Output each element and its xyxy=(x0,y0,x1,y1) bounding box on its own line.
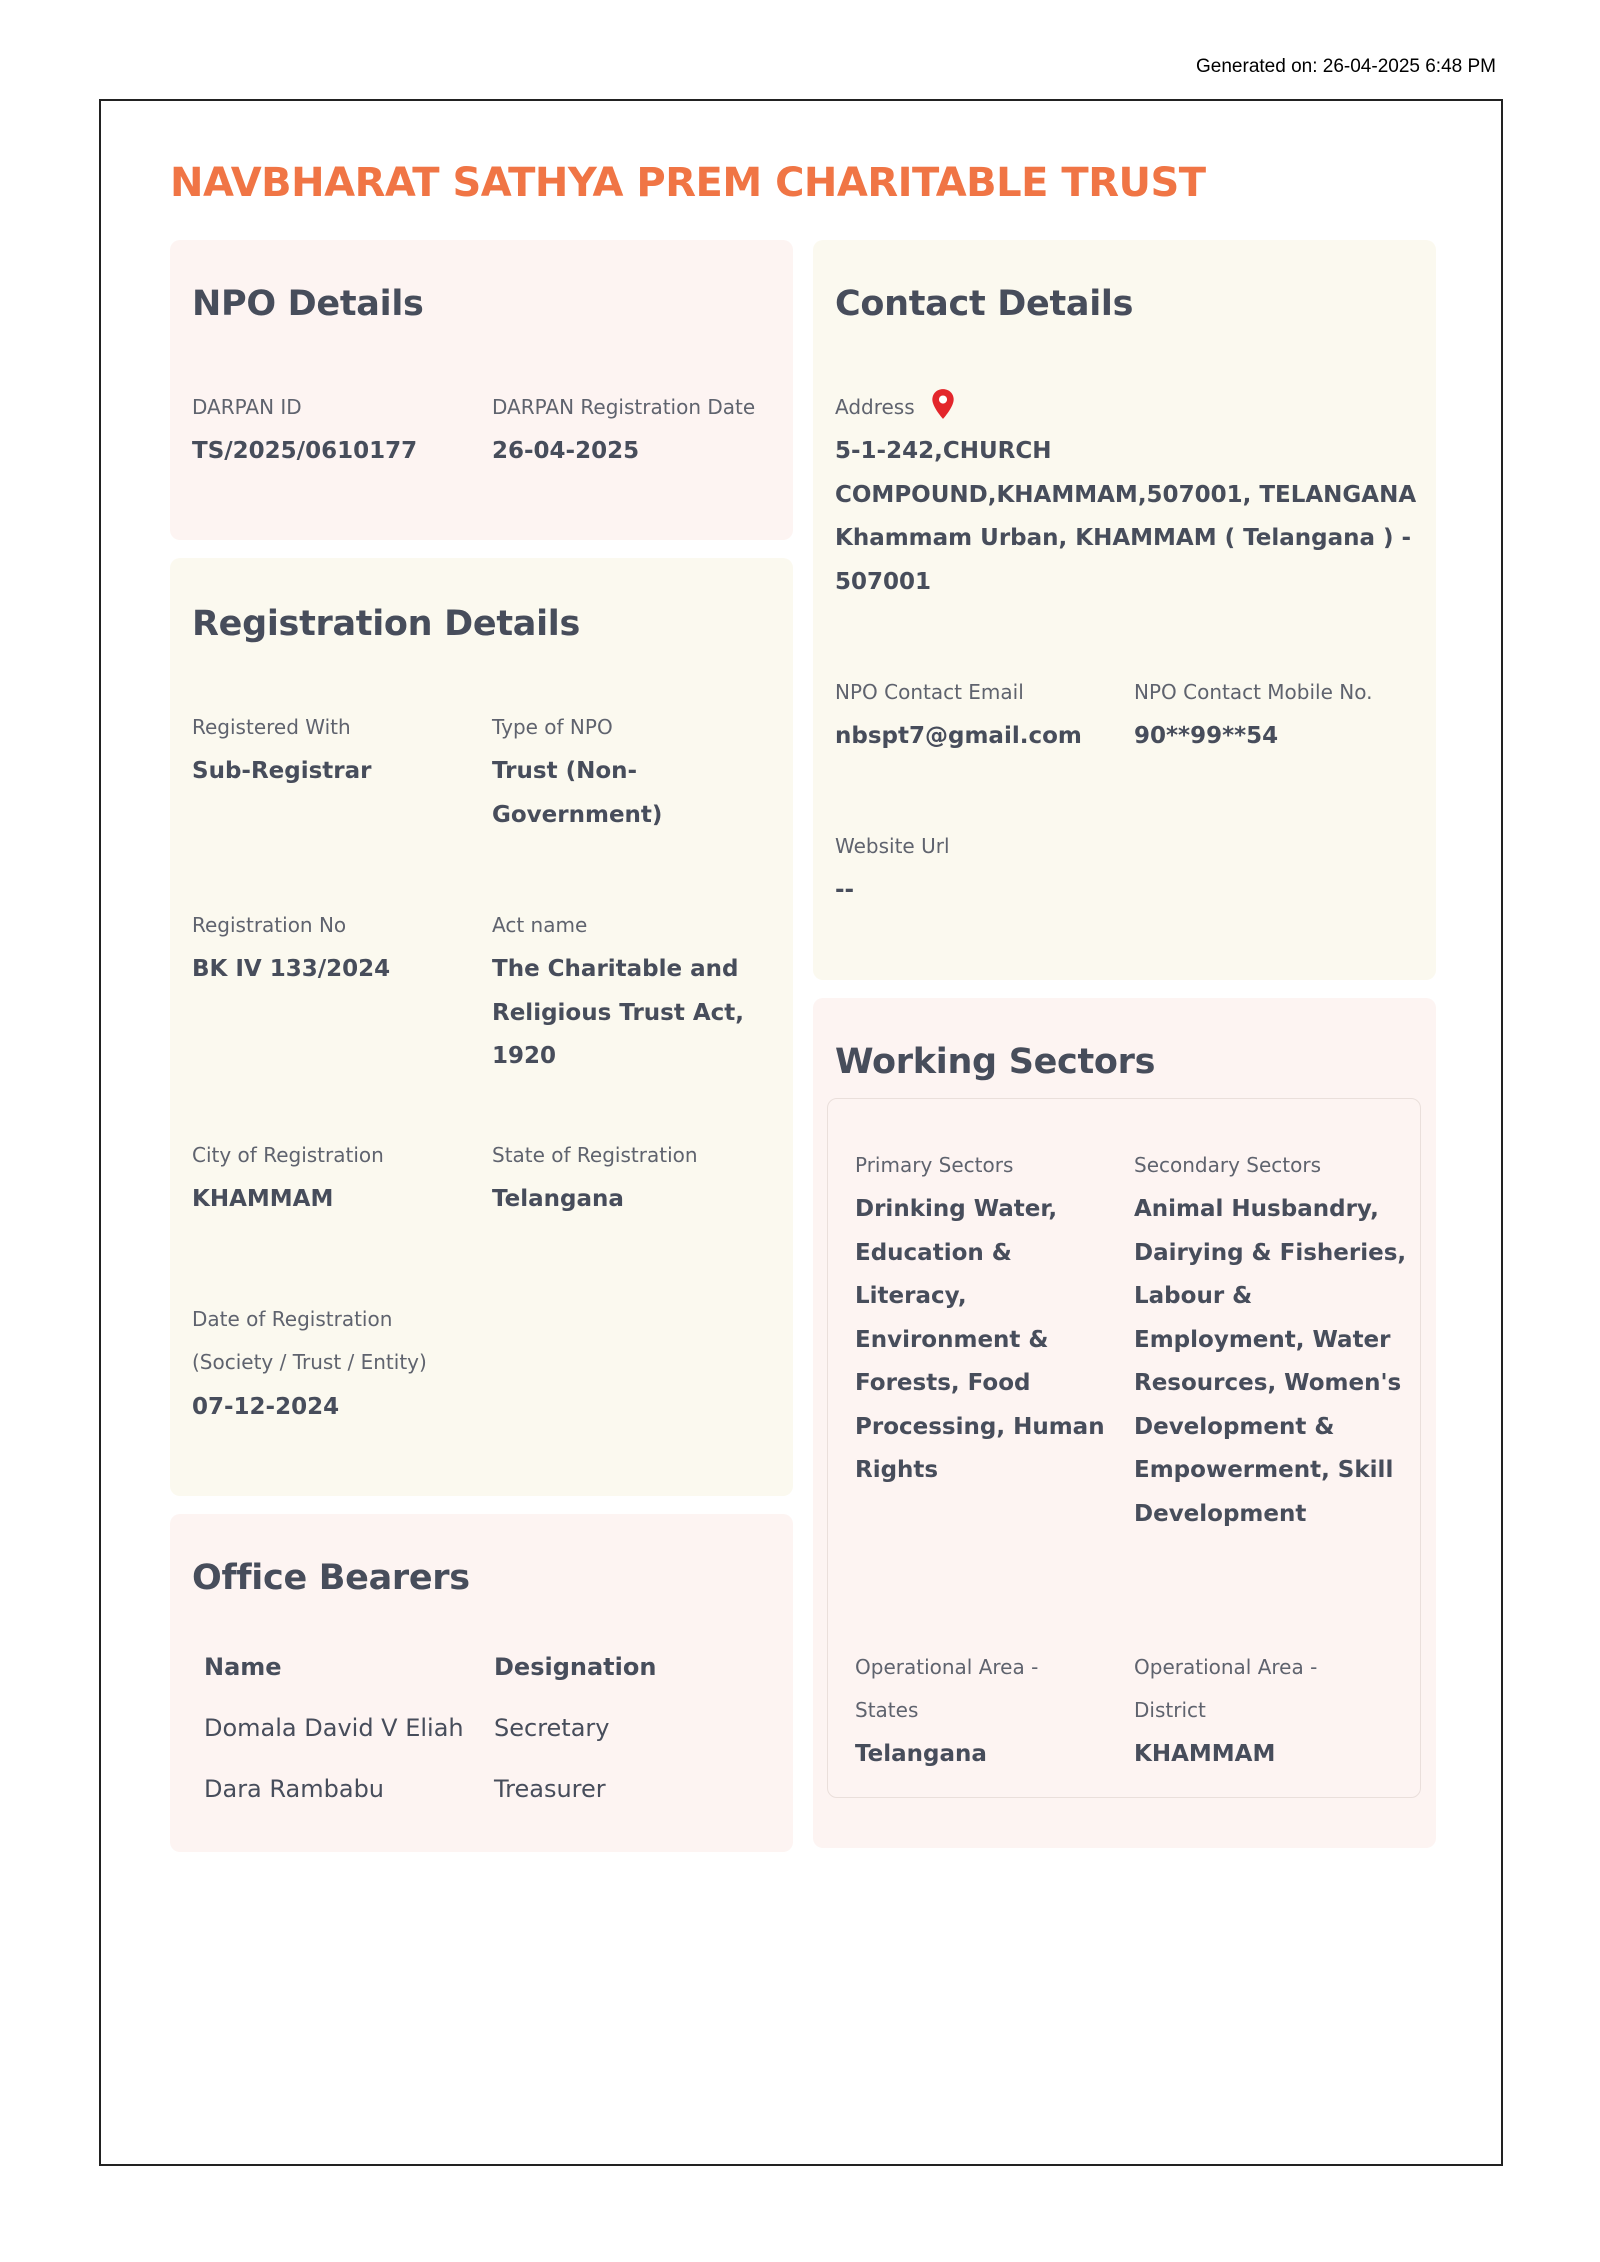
operational-area-states-value: Telangana xyxy=(855,1741,987,1767)
bearer-name: Dara Rambabu xyxy=(204,1775,385,1803)
registration-details-card xyxy=(170,558,793,1496)
contact-email-label: NPO Contact Email xyxy=(835,680,1024,704)
operational-area-district-label: Operational Area - District xyxy=(1134,1655,1318,1722)
registered-with-value: Sub-Registrar xyxy=(192,758,372,784)
operational-area-states-label: Operational Area - States xyxy=(855,1655,1039,1722)
city-of-registration-value: KHAMMAM xyxy=(192,1186,334,1212)
act-name-value: The Charitable and Religious Trust Act, 1920 xyxy=(492,956,745,1069)
working-sectors-panel xyxy=(827,1098,1421,1798)
contact-details-card xyxy=(813,240,1436,980)
date-of-registration-value: 07-12-2024 xyxy=(192,1394,340,1420)
organization-name: NAVBHARAT SATHYA PREM CHARITABLE TRUST xyxy=(170,160,1206,206)
registration-details-heading: Registration Details xyxy=(192,604,581,644)
address-value: 5-1-242,CHURCH COMPOUND,KHAMMAM,507001, TELANGANA Khammam Urban, KHAMMAM ( Telangana ) - 507001 xyxy=(835,438,1417,595)
website-url-value: -- xyxy=(835,877,855,903)
website-url-label: Website Url xyxy=(835,834,950,858)
working-sectors-heading: Working Sectors xyxy=(835,1042,1156,1082)
contact-mobile-value: 90**99**54 xyxy=(1134,723,1279,749)
working-sectors-card xyxy=(813,998,1436,1848)
date-of-registration-label: Date of Registration (Society / Trust / Entity) xyxy=(192,1307,427,1374)
contact-mobile-label: NPO Contact Mobile No. xyxy=(1134,680,1373,704)
type-of-npo-value: Trust (Non-Government) xyxy=(492,758,663,828)
darpan-id-value: TS/2025/0610177 xyxy=(192,438,418,464)
office-bearers-heading: Office Bearers xyxy=(192,1558,470,1598)
city-of-registration-label: City of Registration xyxy=(192,1143,384,1167)
contact-email-value[interactable]: nbspt7@gmail.com xyxy=(835,723,1082,749)
npo-details-heading: NPO Details xyxy=(192,284,424,324)
bearer-designation: Secretary xyxy=(494,1714,610,1742)
bearer-name: Domala David V Eliah xyxy=(204,1714,464,1742)
registration-no-label: Registration No xyxy=(192,913,347,937)
act-name-label: Act name xyxy=(492,913,588,937)
primary-sectors-value: Drinking Water, Education & Literacy, Environment & Forests, Food Processing, Human Rights xyxy=(855,1196,1105,1483)
contact-details-heading: Contact Details xyxy=(835,284,1134,324)
address-label: Address xyxy=(835,395,915,419)
registered-with-label: Registered With xyxy=(192,715,351,739)
map-pin-icon xyxy=(930,388,956,420)
darpan-id-label: DARPAN ID xyxy=(192,395,302,419)
npo-details-card xyxy=(170,240,793,540)
secondary-sectors-value: Animal Husbandry, Dairying & Fisheries, Labour & Employment, Water Resources, Women's Development & Empowerment, Skill Development xyxy=(1134,1196,1407,1527)
office-bearers-card xyxy=(170,1514,793,1852)
type-of-npo-label: Type of NPO xyxy=(492,715,613,739)
state-of-registration-value: Telangana xyxy=(492,1186,624,1212)
generated-timestamp: Generated on: 26-04-2025 6:48 PM xyxy=(1196,56,1496,77)
operational-area-district-value: KHAMMAM xyxy=(1134,1741,1276,1767)
darpan-registration-date-value: 26-04-2025 xyxy=(492,438,640,464)
bearer-designation: Treasurer xyxy=(494,1775,606,1803)
column-header-designation: Designation xyxy=(494,1653,657,1681)
darpan-registration-date-label: DARPAN Registration Date xyxy=(492,395,756,419)
column-header-name: Name xyxy=(204,1653,282,1681)
state-of-registration-label: State of Registration xyxy=(492,1143,698,1167)
registration-no-value: BK IV 133/2024 xyxy=(192,956,391,982)
secondary-sectors-label: Secondary Sectors xyxy=(1134,1153,1321,1177)
primary-sectors-label: Primary Sectors xyxy=(855,1153,1014,1177)
